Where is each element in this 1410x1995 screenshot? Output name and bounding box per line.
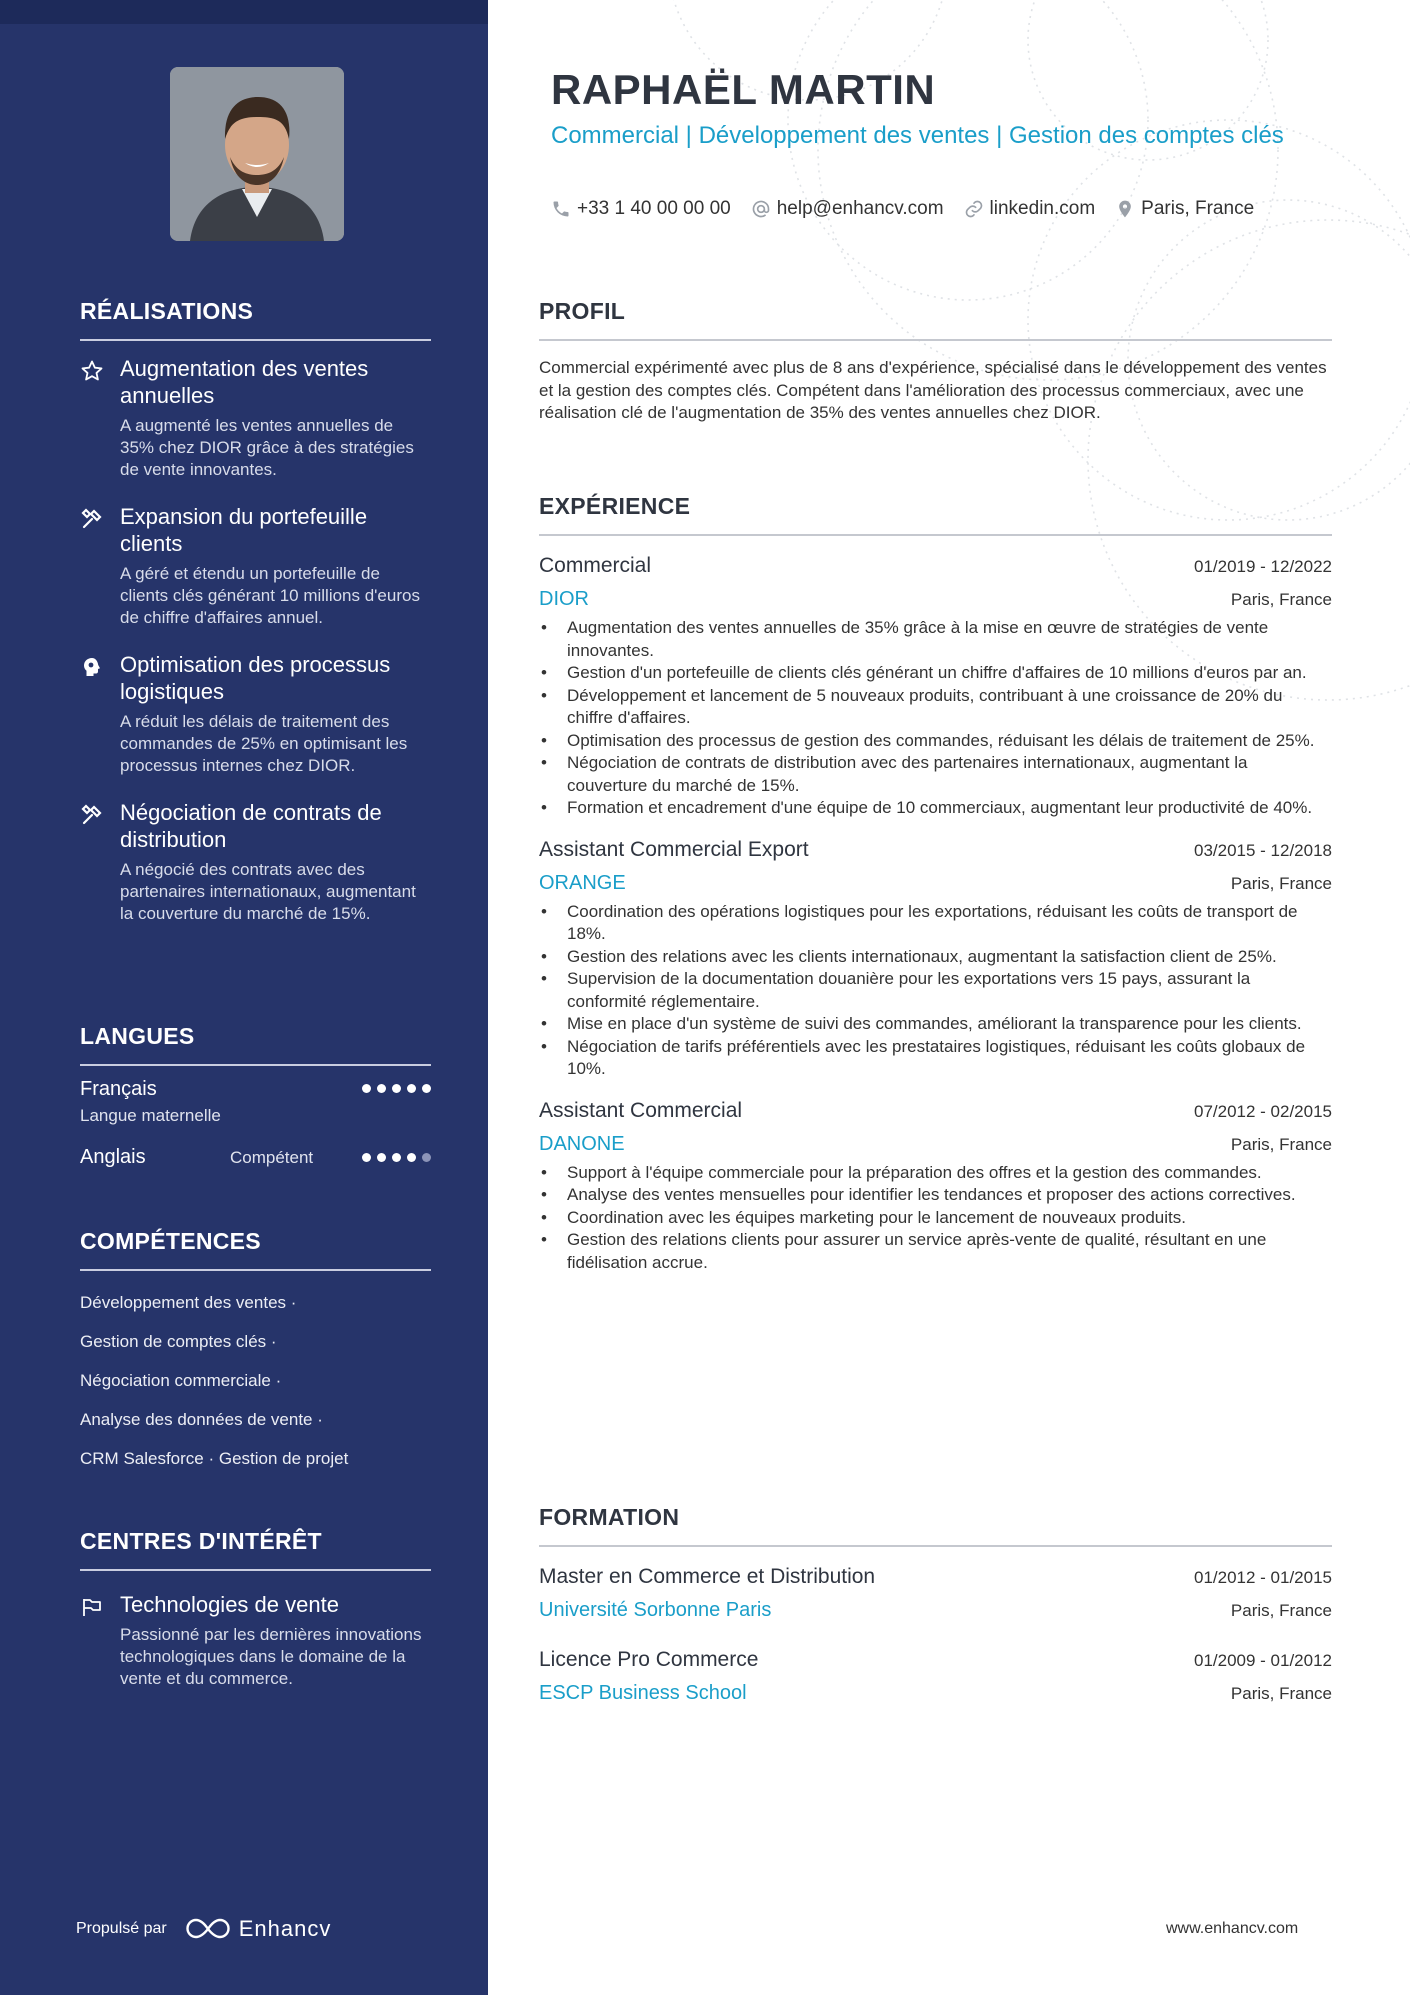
language-level: Compétent (230, 1148, 314, 1167)
job-bullet: • Développement et lancement de 5 nouveaux produits, contribuant à une croissance de 20% du chiffre d'affaires. (539, 685, 1332, 730)
job-bullets (539, 617, 1332, 820)
enhancv-logo[interactable] (185, 1916, 332, 1942)
rating-dot (377, 1084, 386, 1093)
email-text: help@enhancv.com (776, 198, 944, 219)
linkedin-text: linkedin.com (989, 198, 1096, 219)
profile-section (539, 298, 1332, 425)
interests-title: CENTRES D'INTÉRÊT (80, 1528, 431, 1571)
avatar-photo (170, 67, 344, 241)
language-rating (362, 1153, 431, 1162)
language-item (80, 1066, 431, 1140)
achievement-item (80, 651, 431, 777)
degree: Master en Commerce et Distribution (539, 1565, 876, 1588)
job-bullet: • Support à l'équipe commerciale pour la préparation des offres et la gestion des commandes. (539, 1162, 1332, 1185)
brand-name: Enhancv (238, 1916, 332, 1941)
job-dates: 03/2015 - 12/2018 (1193, 840, 1332, 860)
rating-dot (407, 1153, 416, 1162)
job-bullet: • Optimisation des processus de gestion des commandes, réduisant les délais de traitement de 25%. (539, 730, 1332, 753)
powered-by-label: Propulsé par (76, 1920, 167, 1937)
avatar (170, 67, 344, 241)
job-entry (539, 838, 1332, 1081)
job-bullets (539, 1162, 1332, 1275)
job-bullet: • Coordination avec les équipes marketing pour le lancement de nouveaux produits. (539, 1207, 1332, 1230)
job-bullet: • Augmentation des ventes annuelles de 35% grâce à la mise en œuvre de stratégies de vente innovantes. (539, 617, 1332, 662)
rating-dot (422, 1153, 431, 1162)
job-bullet: • Gestion des relations avec les clients internationaux, augmentant la satisfaction client de 25%. (539, 946, 1332, 969)
education-location: Paris, France (1230, 1684, 1332, 1703)
rating-dot (407, 1084, 416, 1093)
language-item (80, 1140, 431, 1190)
person-name: RAPHAËL MARTIN (551, 66, 936, 113)
achievement-title: Optimisation des processus logistiques (120, 652, 391, 704)
phone-text: +33 1 40 00 00 00 (577, 198, 731, 219)
profile-title: PROFIL (539, 298, 1332, 341)
rating-dot (377, 1153, 386, 1162)
skill-line: Développement des ventes · (80, 1293, 297, 1312)
achievements-title: RÉALISATIONS (80, 298, 431, 341)
job-bullets (539, 901, 1332, 1081)
rating-dot (392, 1153, 401, 1162)
contact-email[interactable] (751, 198, 944, 220)
achievement-desc: A négocié des contrats avec des partenaires internationaux, augmentant la couverture du marché de 15%. (120, 860, 416, 923)
job-bullet: • Mise en place d'un système de suivi des commandes, améliorant la transparence pour les clients. (539, 1013, 1332, 1036)
achievement-title: Expansion du portefeuille clients (120, 504, 368, 556)
job-bullet: • Négociation de tarifs préférentiels avec les prestataires logistiques, réduisant les coûts globaux de 10%. (539, 1036, 1332, 1081)
languages-title: LANGUES (80, 1023, 431, 1066)
school-name: Université Sorbonne Paris (539, 1599, 772, 1621)
footer-url[interactable]: www.enhancv.com (1166, 1920, 1299, 1937)
contact-location (1115, 198, 1254, 220)
job-dates: 01/2019 - 12/2022 (1193, 557, 1332, 576)
company-name: ORANGE (539, 871, 626, 894)
education-dates: 01/2012 - 01/2015 (1193, 1568, 1332, 1587)
job-title: Commercial (539, 554, 652, 577)
job-location: Paris, France (1230, 873, 1332, 893)
sidebar-top-strip (0, 0, 488, 24)
job-bullet: • Supervision de la documentation douanière pour les exportations vers 15 pays, assurant la conformité réglementaire. (539, 968, 1332, 1013)
profile-text: Commercial expérimenté avec plus de 8 ans d'expérience, spécialisé dans le développement des ventes et la gestion des comptes clés. Compétent dans l'amélioration des processus commerciaux, avec une réalisation clé de l'augmentation de 35% des ventes annuelles chez DIOR. (539, 358, 1327, 422)
language-name: Anglais (80, 1146, 146, 1168)
skill-line: Gestion de comptes clés · (80, 1332, 277, 1351)
sidebar (0, 0, 488, 1995)
rating-dot (362, 1153, 371, 1162)
job-dates: 07/2012 - 02/2015 (1193, 1101, 1332, 1121)
powered-by (76, 1916, 331, 1942)
achievement-title: Augmentation des ventes annuelles (120, 356, 369, 408)
phone-icon (551, 199, 571, 219)
achievement-desc: A réduit les délais de traitement des commandes de 25% en optimisant les processus internes chez DIOR. (120, 712, 408, 775)
education-entry (539, 1648, 1332, 1705)
skill-line: Analyse des données de vente · (80, 1410, 323, 1429)
achievements-section (80, 298, 431, 947)
location-pin-icon (1115, 199, 1135, 219)
contact-phone[interactable] (551, 198, 731, 220)
at-icon (751, 199, 771, 219)
job-bullet: • Négociation de contrats de distribution avec des partenaires internationaux, augmentant la couverture du marché de 15%. (539, 752, 1332, 797)
education-dates: 01/2009 - 01/2012 (1193, 1651, 1332, 1670)
language-level: Langue maternelle (80, 1106, 221, 1125)
language-rating (362, 1084, 431, 1093)
school-name: ESCP Business School (539, 1682, 747, 1704)
education-section (539, 1504, 1332, 1705)
interest-item (80, 1591, 431, 1690)
job-bullet: • Analyse des ventes mensuelles pour identifier les tendances et proposer des actions correctives. (539, 1184, 1332, 1207)
rating-dot (422, 1084, 431, 1093)
job-bullet: • Gestion des relations clients pour assurer un service après-vente de qualité, résultant en une fidélisation accrue. (539, 1229, 1332, 1274)
link-icon (964, 199, 984, 219)
job-bullet: • Formation et encadrement d'une équipe de 10 commerciaux, augmentant leur productivité de 40%. (539, 797, 1332, 820)
company-name: DIOR (539, 588, 589, 610)
achievement-item (80, 355, 431, 481)
experience-title: EXPÉRIENCE (539, 493, 1332, 536)
achievement-desc: A géré et étendu un portefeuille de clients clés générant 10 millions d'euros de chiffre d'affaires annuel. (120, 564, 420, 627)
job-location: Paris, France (1230, 1134, 1332, 1154)
infinity-logo-icon (185, 1916, 231, 1942)
degree: Licence Pro Commerce (539, 1648, 759, 1671)
education-location: Paris, France (1230, 1601, 1332, 1620)
job-bullet: • Coordination des opérations logistiques pour les exportations, réduisant les coûts de transport de 18%. (539, 901, 1332, 946)
star-icon (80, 359, 104, 383)
job-title: Assistant Commercial (539, 1098, 743, 1122)
contact-bar (551, 198, 1254, 220)
job-entry (539, 554, 1332, 820)
experience-section (539, 493, 1332, 1274)
rating-dot (362, 1084, 371, 1093)
tools-icon (80, 507, 104, 531)
achievement-desc: A augmenté les ventes annuelles de 35% chez DIOR grâce à des stratégies de vente innovantes. (120, 416, 414, 479)
job-title: Assistant Commercial Export (539, 837, 809, 861)
skills-section (80, 1228, 431, 1478)
job-bullet: • Gestion d'un portefeuille de clients clés générant un chiffre d'affaires de 10 millions d'euros par an. (539, 662, 1332, 685)
job-entry (539, 1099, 1332, 1275)
flag-icon (80, 1595, 104, 1619)
location-text: Paris, France (1141, 198, 1255, 219)
interests-section (80, 1528, 431, 1690)
contact-linkedin[interactable] (964, 198, 1096, 220)
tools-icon (80, 803, 104, 827)
main-content (488, 0, 1410, 1995)
skill-line: CRM Salesforce · Gestion de projet (80, 1449, 349, 1468)
language-name: Français (80, 1078, 157, 1100)
rating-dot (392, 1084, 401, 1093)
interest-title: Technologies de vente (120, 1592, 339, 1617)
achievement-item (80, 503, 431, 629)
achievement-title: Négociation de contrats de distribution (120, 800, 382, 852)
skill-line: Négociation commerciale · (80, 1371, 282, 1390)
company-name: DANONE (539, 1132, 625, 1155)
brain-icon (80, 655, 104, 679)
achievement-item (80, 799, 431, 925)
education-entry (539, 1565, 1332, 1622)
headline: Commercial | Développement des ventes | Gestion des comptes clés (551, 122, 1284, 149)
interest-desc: Passionné par les dernières innovations technologiques dans le domaine de la vente et du commerce. (120, 1625, 422, 1688)
education-title: FORMATION (539, 1504, 1332, 1547)
skills-title: COMPÉTENCES (80, 1228, 431, 1271)
languages-section (80, 1023, 431, 1190)
job-location: Paris, France (1230, 590, 1332, 609)
